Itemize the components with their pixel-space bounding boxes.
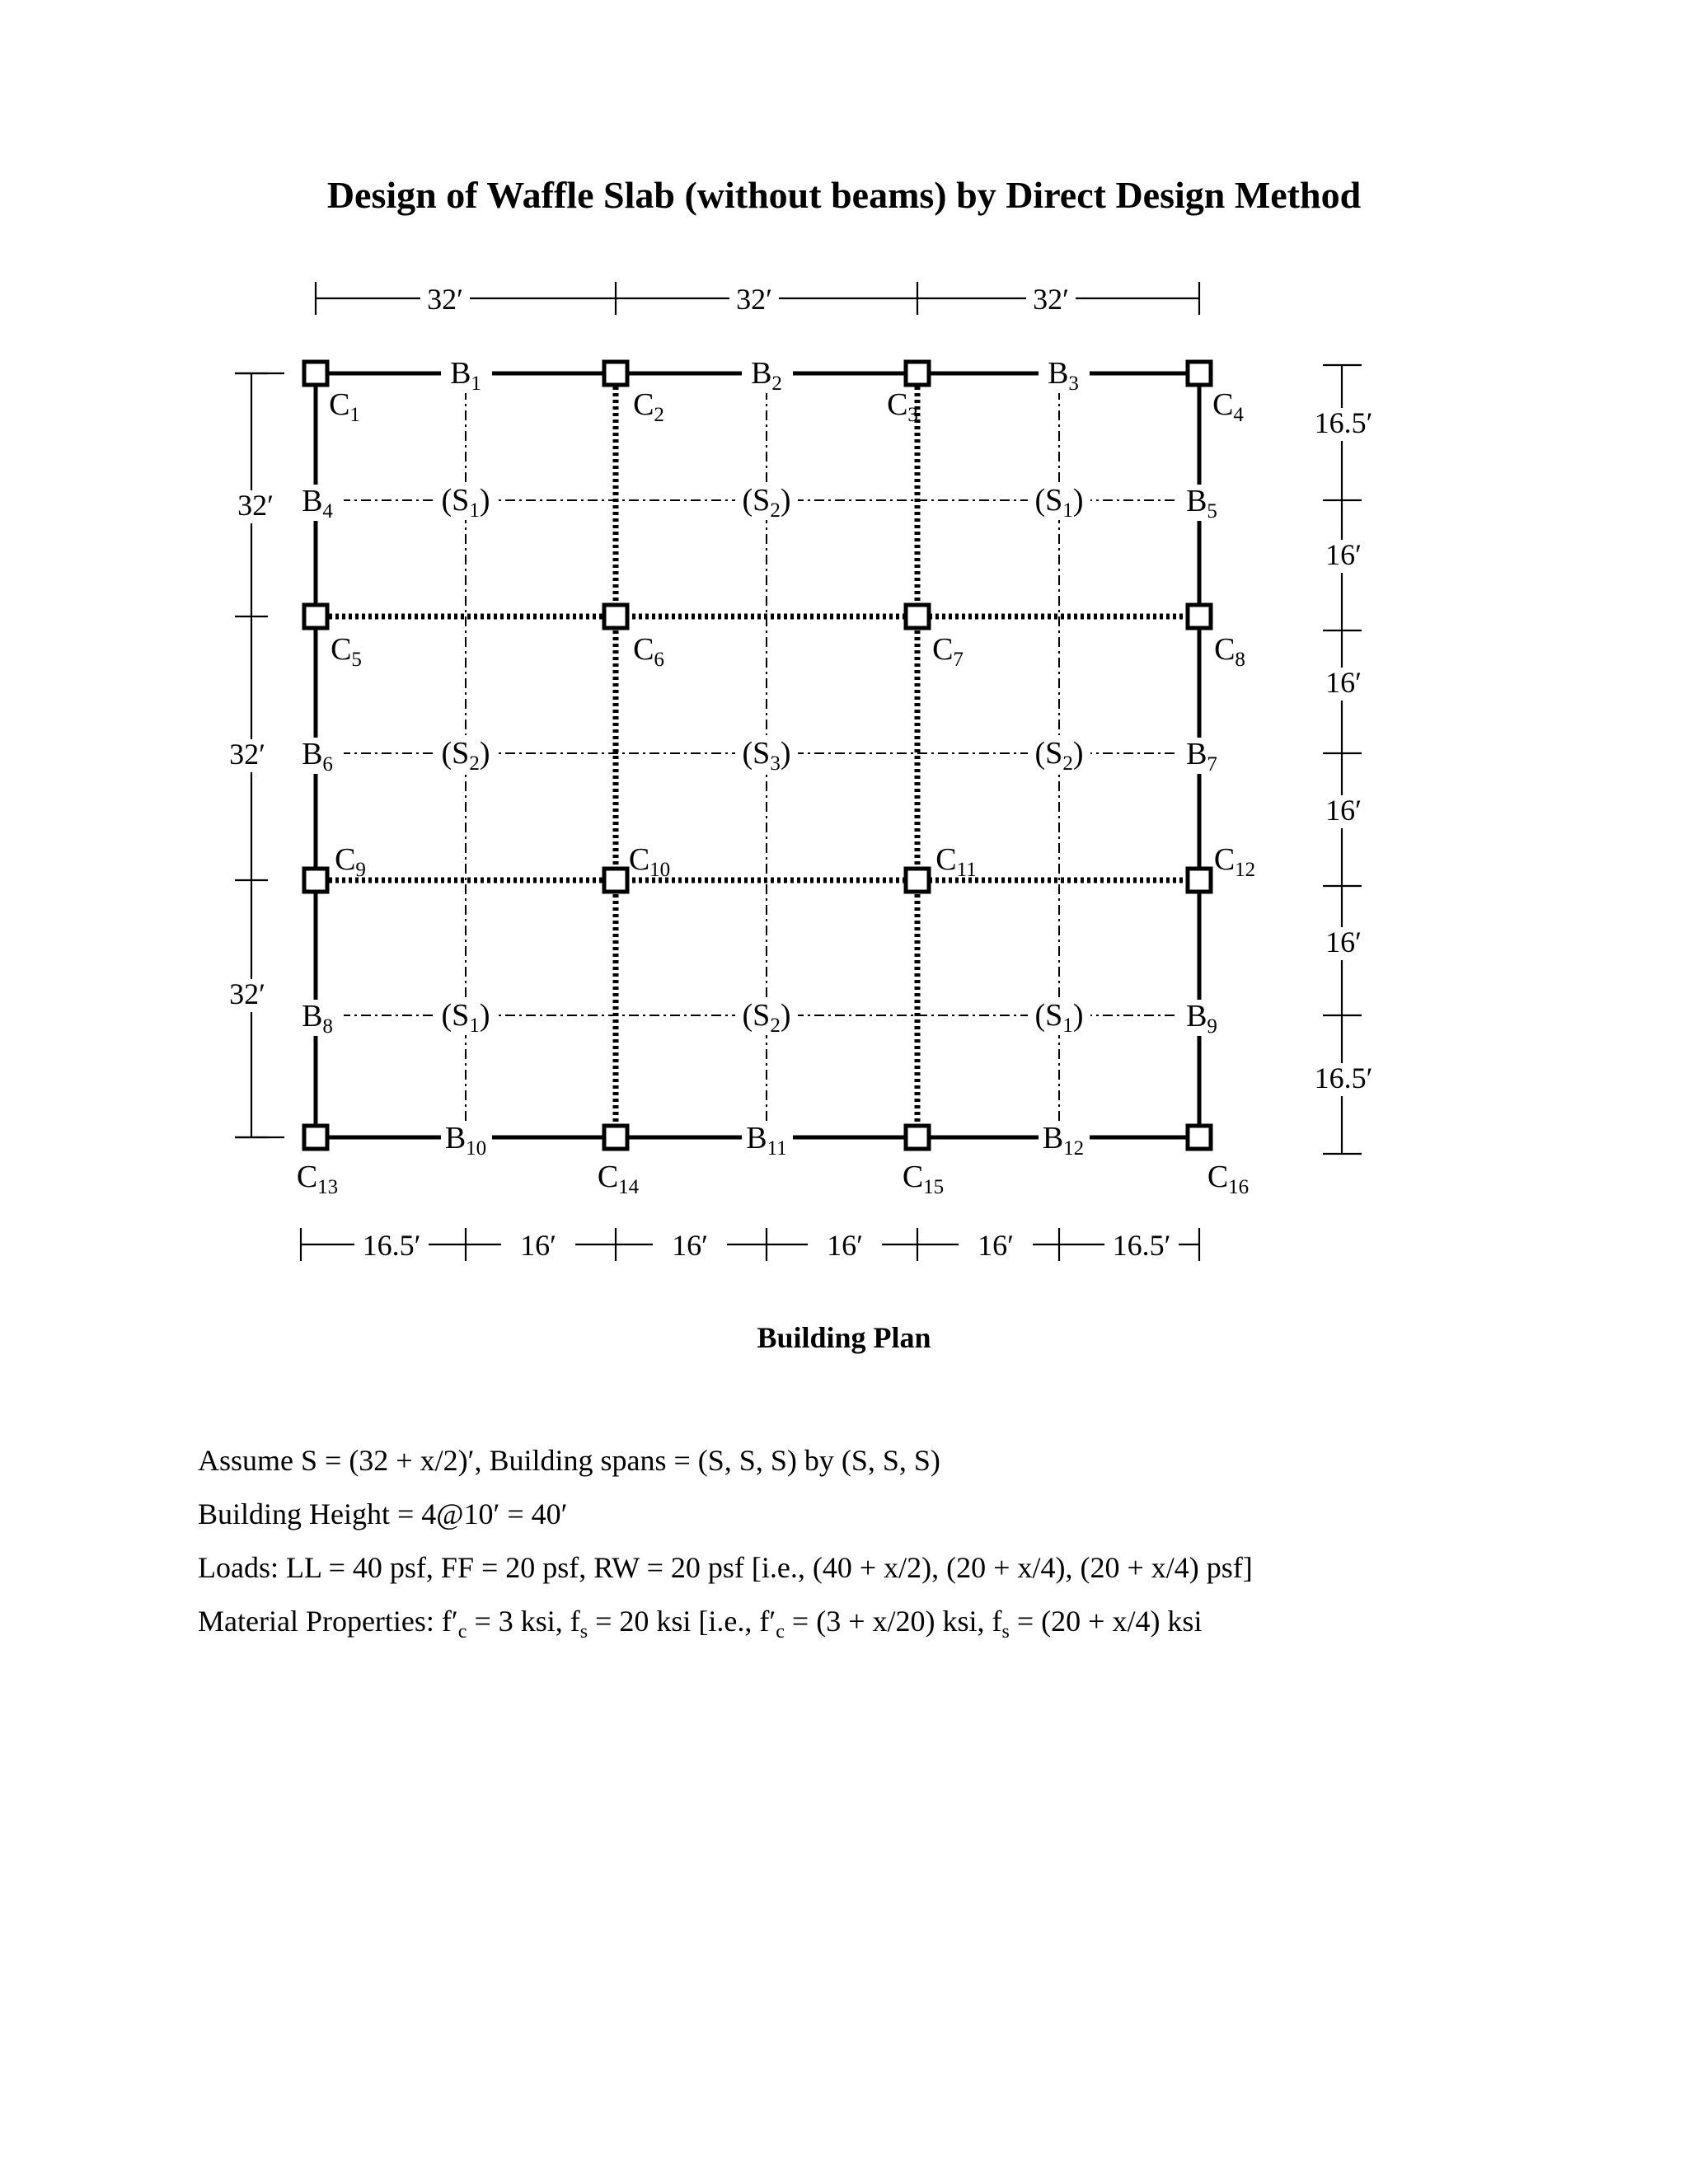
right-strip-label: 16.5′ xyxy=(1314,406,1373,439)
note-line-1: Assume S = (32 + x/2)′, Building spans = (S, S, S) by (S, S, S) xyxy=(198,1444,940,1477)
left-span-label: 32′ xyxy=(229,738,265,771)
column-3 xyxy=(906,362,929,385)
column-2 xyxy=(604,362,627,385)
beam-label-9: $B_9$ xyxy=(1186,999,1217,1038)
column-7 xyxy=(906,605,929,628)
slab-label-6: $(S_2)$ xyxy=(1034,736,1084,775)
slab-label-1: $(S_1)$ xyxy=(441,483,490,522)
labels xyxy=(293,356,1255,1198)
column-label-4: $C_4$ xyxy=(1212,387,1244,426)
beam-label-4: $B_4$ xyxy=(302,484,333,523)
column-label-2: $C_2$ xyxy=(633,387,664,426)
column-10 xyxy=(604,869,627,892)
top-span-label: 32′ xyxy=(427,283,463,316)
right-strip-label: 16′ xyxy=(1325,538,1362,571)
column-label-9: $C_9$ xyxy=(335,842,366,881)
column-label-16: $C_{16}$ xyxy=(1207,1160,1250,1198)
bottom-strip-label: 16′ xyxy=(978,1229,1014,1262)
beam-label-11: $B_{11}$ xyxy=(746,1121,787,1160)
column-label-3: $C_3$ xyxy=(887,387,918,426)
beam-label-12: $B_{12}$ xyxy=(1042,1121,1085,1160)
beam-label-1: $B_1$ xyxy=(450,356,481,395)
beam-label-10: $B_{10}$ xyxy=(444,1121,487,1160)
bottom-strip-label: 16′ xyxy=(827,1229,863,1262)
beam-label-8: $B_8$ xyxy=(302,999,333,1038)
bottom-strip-label: 16.5′ xyxy=(362,1229,421,1262)
column-label-14: $C_{14}$ xyxy=(597,1160,640,1198)
beam-label-7: $B_7$ xyxy=(1186,737,1217,776)
column-label-15: $C_{15}$ xyxy=(902,1160,945,1198)
note-line-2: Building Height = 4@10′ = 40′ xyxy=(198,1497,568,1530)
right-strip-label: 16′ xyxy=(1325,794,1362,827)
top-span-label: 32′ xyxy=(736,283,772,316)
right-strip-label: 16′ xyxy=(1325,666,1362,699)
slab-label-7: $(S_1)$ xyxy=(441,998,490,1037)
column-5 xyxy=(304,605,327,628)
column-label-12: $C_{12}$ xyxy=(1213,842,1256,881)
column-6 xyxy=(604,605,627,628)
column-16 xyxy=(1188,1126,1211,1149)
beam-label-2: $B_2$ xyxy=(751,356,782,395)
beam-label-3: $B_3$ xyxy=(1048,356,1079,395)
beam-label-5: $B_5$ xyxy=(1186,484,1217,523)
bottom-strip-label: 16′ xyxy=(672,1229,708,1262)
column-8 xyxy=(1188,605,1211,628)
left-span-label: 32′ xyxy=(229,977,265,1010)
left-span-label: 32′ xyxy=(237,489,274,522)
slab-label-3: $(S_1)$ xyxy=(1034,483,1084,522)
diagram-caption: Building Plan xyxy=(757,1321,931,1354)
column-4 xyxy=(1188,362,1211,385)
beam-label-6: $B_6$ xyxy=(302,737,333,776)
slab-label-9: $(S_1)$ xyxy=(1034,998,1084,1037)
slab-label-8: $(S_2)$ xyxy=(742,998,791,1037)
column-9 xyxy=(304,869,327,892)
bottom-strip-label: 16′ xyxy=(520,1229,556,1262)
column-label-7: $C_7$ xyxy=(932,632,964,671)
slab-label-2: $(S_2)$ xyxy=(742,483,791,522)
column-label-11: $C_{11}$ xyxy=(935,842,977,881)
slab-label-5: $(S_3)$ xyxy=(742,736,791,775)
column-label-1: $C_1$ xyxy=(329,387,360,426)
top-span-label: 32′ xyxy=(1033,283,1069,316)
column-13 xyxy=(304,1126,327,1149)
column-label-13: $C_{13}$ xyxy=(296,1160,339,1198)
column-label-5: $C_5$ xyxy=(331,632,362,671)
right-strip-label: 16.5′ xyxy=(1314,1062,1373,1094)
column-label-8: $C_8$ xyxy=(1214,632,1245,671)
slab-label-4: $(S_2)$ xyxy=(441,736,490,775)
column-label-10: $C_{10}$ xyxy=(628,842,671,881)
design-notes xyxy=(198,1434,1253,1659)
column-11 xyxy=(906,869,929,892)
column-12 xyxy=(1188,869,1211,892)
column-14 xyxy=(604,1126,627,1149)
column-15 xyxy=(906,1126,929,1149)
column-label-6: $C_6$ xyxy=(633,632,664,671)
right-strip-label: 16′ xyxy=(1325,926,1362,958)
column-1 xyxy=(304,362,327,385)
page-title: Design of Waffle Slab (without beams) by Direct Design Method xyxy=(326,174,1362,216)
note-line-4: Material Properties: $f'_c = 3$ ksi, $f_s = 20$ ksi [i.e., $f'_c = (3 + x/20)$ ksi, $f_s = (20 + x/4)$ ksi xyxy=(198,1605,1203,1643)
bottom-strip-label: 16.5′ xyxy=(1112,1229,1171,1262)
note-line-3: Loads: LL = 40 psf, FF = 20 psf, RW = 20 psf [i.e., (40 + x/2), (20 + x/4), (20 + x/4) psf] xyxy=(198,1551,1253,1584)
